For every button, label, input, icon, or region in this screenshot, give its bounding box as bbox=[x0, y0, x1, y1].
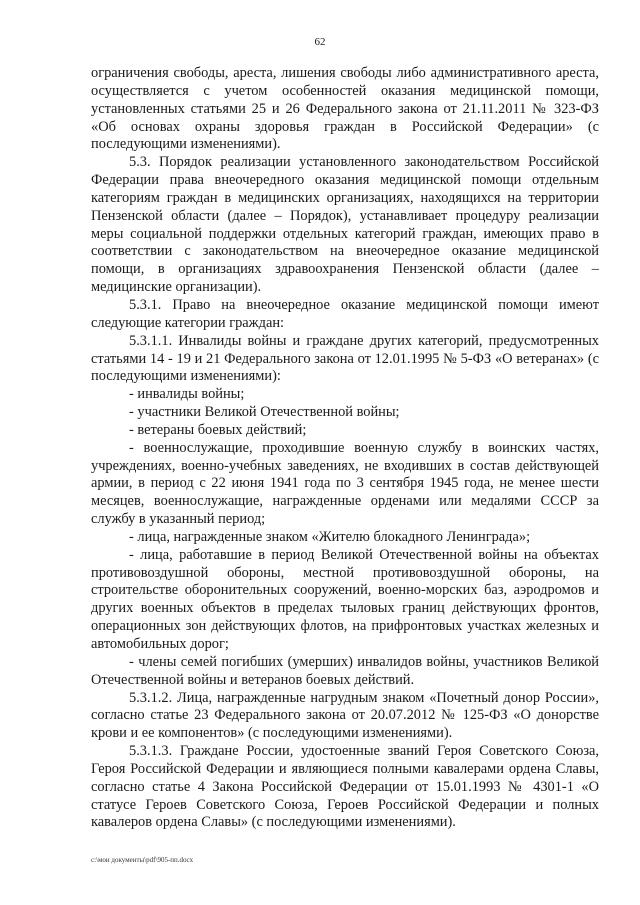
page-number: 62 bbox=[314, 36, 326, 48]
paragraph: 5.3.1.3. Граждане России, удостоенные званий Героя Советского Союза, Героя Российской Федерации и являющиеся полными кавалерами ордена Славы, согласно статье 4 Закона Российской Федерации от 15.01.1993 № 4301-1 «О статусе Героев Советского Союза, Героев Российской Федерации и полных кавалеров ордена Славы» (с последующими изменениями). bbox=[91, 743, 599, 831]
paragraph: - инвалиды войны; bbox=[129, 386, 245, 403]
paragraph: - члены семей погибших (умерших) инвалидов войны, участников Великой Отечественной войны и ветеранов боевых действий. bbox=[91, 653, 599, 688]
footer-file-path: c:\мои документы\pdf\905-пп.docx bbox=[91, 856, 194, 864]
paragraph: 5.3.1.1. Инвалиды войны и граждане других категорий, предусмотренных статьями 14 - 19 и 21 Федерального закона от 12.01.1995 № 5-ФЗ «О ветеранах» (с последующими изменениями): bbox=[91, 332, 599, 385]
paragraph: - военнослужащие, проходившие военную службу в воинских частях, учреждениях, военно-учебных заведениях, не входивших в состав действующей армии, в период с 22 июня 1941 года по 3 сентября 1945 года, не менее шести месяцев, военнослужащие, награжденные орденами или медалями СССР за службу в указанный период; bbox=[91, 439, 599, 528]
paragraph: - лица, работавшие в период Великой Отечественной войны на объектах противовоздушной обороны, местной противовоздушной обороны, на строительстве оборонительных сооружений, военно-морских баз, аэродромов и других военных объектов в пределах тыловых границ действующих фронтов, операционных зон действующих флотов, на прифронтовых участках железных и автомобильных дорог; bbox=[91, 546, 599, 652]
paragraph: - участники Великой Отечественной войны; bbox=[129, 404, 400, 421]
paragraph: 5.3.1.2. Лица, награжденные нагрудным знаком «Почетный донор России», согласно статье 23 Федерального закона от 20.07.2012 № 125-ФЗ «О донорстве крови и ее компонентов» (с последующими изменениями). bbox=[91, 689, 599, 742]
paragraph: - лица, награжденные знаком «Жителю блокадного Ленинграда»; bbox=[129, 528, 531, 545]
document-body bbox=[91, 65, 599, 832]
paragraph: ограничения свободы, ареста, лишения свободы либо административного ареста, осуществляется с учетом особенностей оказания медицинской помощи, установленных статьями 25 и 26 Федерального закона от 21.11.2011 № 323-ФЗ «Об основах охраны здоровья граждан в Российской Федерации» (с последующими изменениями). bbox=[91, 65, 599, 153]
paragraph: 5.3. Порядок реализации установленного законодательством Российской Федерации права внеочередного оказания медицинской помощи отдельным категориям граждан в медицинских организациях, находящихся на территории Пензенской области (далее – Порядок), устанавливает процедуру реализации меры социальной поддержки отдельных категорий граждан, имеющих право в соответствии с законодательством на внеочередное оказание медицинской помощи, в организациях здравоохранения Пензенской области (далее – медицинские организации). bbox=[91, 154, 599, 296]
paragraph: 5.3.1. Право на внеочередное оказание медицинской помощи имеют следующие категории граждан: bbox=[91, 296, 599, 331]
paragraph: - ветераны боевых действий; bbox=[129, 421, 307, 438]
